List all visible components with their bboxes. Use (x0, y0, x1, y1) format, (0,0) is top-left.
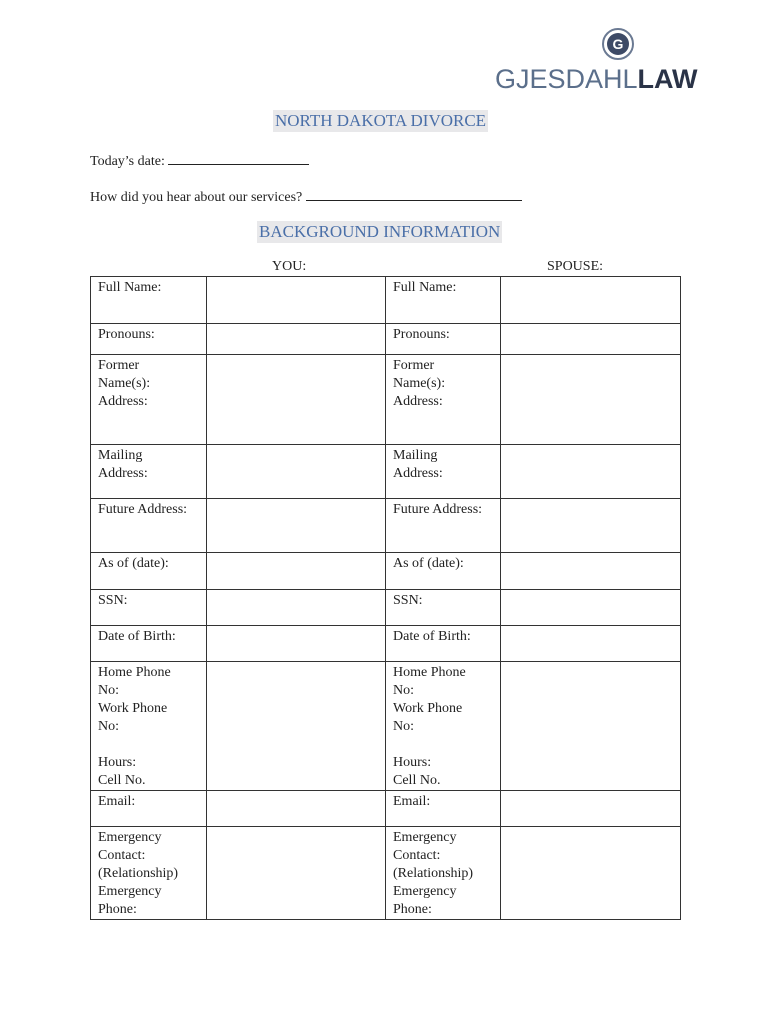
you-column-header: YOU: (272, 259, 307, 274)
firm-logo (495, 26, 698, 96)
todays-date-label: Today’s date: (90, 154, 165, 169)
spouse-field-input[interactable] (501, 827, 681, 920)
table-row (91, 553, 681, 590)
background-info-table (90, 276, 681, 920)
table-row (91, 324, 681, 355)
you-field-label: Full Name: (91, 277, 207, 324)
you-field-label: Former Name(s): Address: (91, 355, 207, 445)
spouse-column-header: SPOUSE: (547, 259, 604, 274)
spouse-field-input[interactable] (501, 499, 681, 553)
you-field-label: Home Phone No: Work Phone No: Hours: Cell No. (91, 662, 207, 791)
spouse-field-label: Pronouns: (386, 324, 501, 355)
spouse-field-input[interactable] (501, 355, 681, 445)
you-field-input[interactable] (207, 590, 386, 626)
you-field-label: Date of Birth: (91, 626, 207, 662)
logo-mark-letter: G (612, 36, 624, 52)
you-field-input[interactable] (207, 827, 386, 920)
spouse-field-input[interactable] (501, 626, 681, 662)
logo-wordmark-part2: LAW (637, 64, 698, 94)
table-row (91, 499, 681, 553)
spouse-field-label: SSN: (386, 590, 501, 626)
spouse-field-label: Full Name: (386, 277, 501, 324)
you-field-input[interactable] (207, 499, 386, 553)
you-field-input[interactable] (207, 355, 386, 445)
spouse-field-input[interactable] (501, 791, 681, 827)
referral-source-label: How did you hear about our services? (90, 190, 303, 205)
you-field-input[interactable] (207, 445, 386, 499)
spouse-field-input[interactable] (501, 553, 681, 590)
firm-logo-mark-icon (602, 28, 634, 60)
table-row (91, 445, 681, 499)
table-row (91, 590, 681, 626)
logo-wordmark-part1: GJESDAHL (495, 64, 638, 94)
spouse-field-input[interactable] (501, 324, 681, 355)
spouse-field-input[interactable] (501, 445, 681, 499)
you-field-input[interactable] (207, 553, 386, 590)
you-field-label: Emergency Contact: (Relationship) Emergency Phone: (91, 827, 207, 920)
you-field-input[interactable] (207, 791, 386, 827)
table-row (91, 626, 681, 662)
you-field-input[interactable] (207, 277, 386, 324)
you-field-input[interactable] (207, 626, 386, 662)
section-heading: BACKGROUND INFORMATION (259, 222, 501, 241)
spouse-field-label: Future Address: (386, 499, 501, 553)
you-field-label: Email: (91, 791, 207, 827)
todays-date-input[interactable] (168, 150, 309, 165)
spouse-field-input[interactable] (501, 662, 681, 791)
logo-wordmark (495, 64, 698, 95)
you-field-label: SSN: (91, 590, 207, 626)
you-field-label: Pronouns: (91, 324, 207, 355)
spouse-field-label: Former Name(s): Address: (386, 355, 501, 445)
spouse-field-label: Emergency Contact: (Relationship) Emergency Phone: (386, 827, 501, 920)
you-field-input[interactable] (207, 324, 386, 355)
table-row (91, 277, 681, 324)
spouse-field-label: Mailing Address: (386, 445, 501, 499)
spouse-field-label: Date of Birth: (386, 626, 501, 662)
document-title: NORTH DAKOTA DIVORCE (275, 111, 487, 130)
table-row (91, 827, 681, 920)
table-row (91, 355, 681, 445)
referral-source-field (90, 186, 522, 207)
spouse-field-label: As of (date): (386, 553, 501, 590)
spouse-field-label: Home Phone No: Work Phone No: Hours: Cell No. (386, 662, 501, 791)
todays-date-field (90, 150, 309, 171)
referral-source-input[interactable] (306, 186, 522, 201)
you-field-label: Future Address: (91, 499, 207, 553)
you-field-label: As of (date): (91, 553, 207, 590)
you-field-input[interactable] (207, 662, 386, 791)
table-row (91, 791, 681, 827)
spouse-field-input[interactable] (501, 277, 681, 324)
spouse-field-label: Email: (386, 791, 501, 827)
you-field-label: Mailing Address: (91, 445, 207, 499)
table-row (91, 662, 681, 791)
spouse-field-input[interactable] (501, 590, 681, 626)
